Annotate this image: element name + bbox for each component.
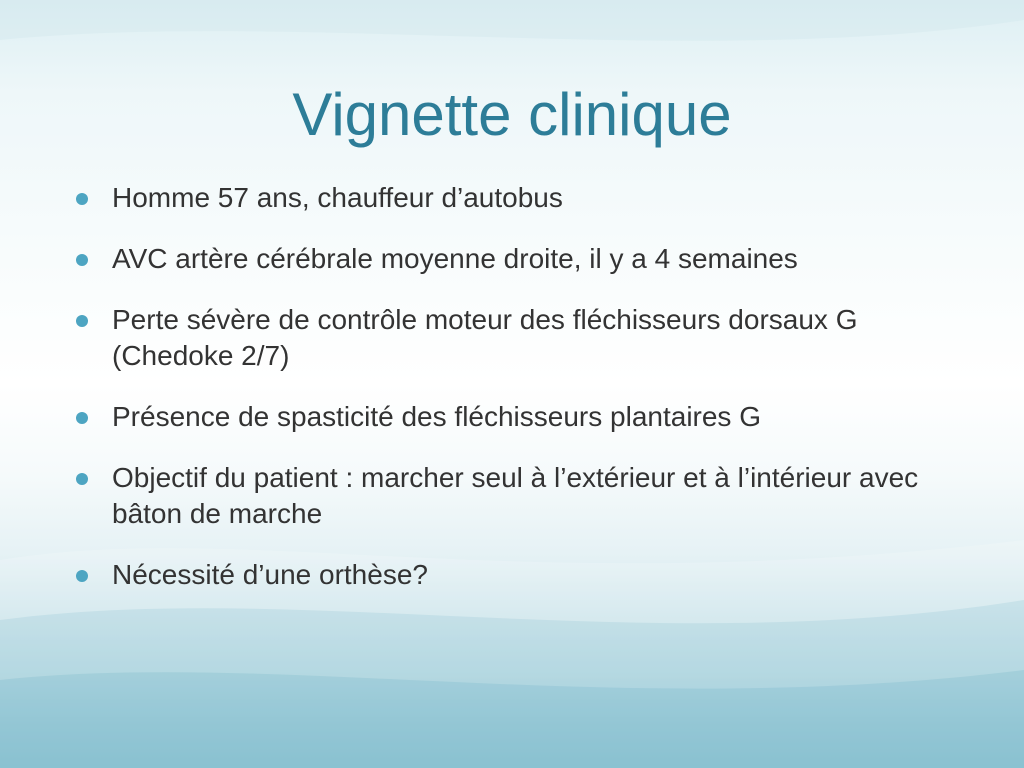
bullet-dot-icon [76,315,88,327]
bullet-dot-icon [76,254,88,266]
bullet-text: Présence de spasticité des fléchisseurs plantaires G [112,401,761,432]
bullet-dot-icon [76,412,88,424]
bullet-text: Homme 57 ans, chauffeur d’autobus [112,182,563,213]
list-item [72,399,972,435]
bullet-dot-icon [76,570,88,582]
bullet-text: Objectif du patient : marcher seul à l’extérieur et à l’intérieur avec bâton de marche [112,462,919,529]
bullet-dot-icon [76,193,88,205]
bullet-list [72,180,972,618]
list-item [72,241,972,277]
bullet-text: AVC artère cérébrale moyenne droite, il y a 4 semaines [112,243,798,274]
bullet-text: Nécessité d’une orthèse? [112,559,428,590]
list-item [72,460,972,532]
slide-title: Vignette clinique [292,81,732,148]
bullet-dot-icon [76,473,88,485]
list-item [72,557,972,593]
list-item [72,180,972,216]
list-item [72,302,972,374]
bullet-text: Perte sévère de contrôle moteur des fléchisseurs dorsaux G (Chedoke 2/7) [112,304,858,371]
